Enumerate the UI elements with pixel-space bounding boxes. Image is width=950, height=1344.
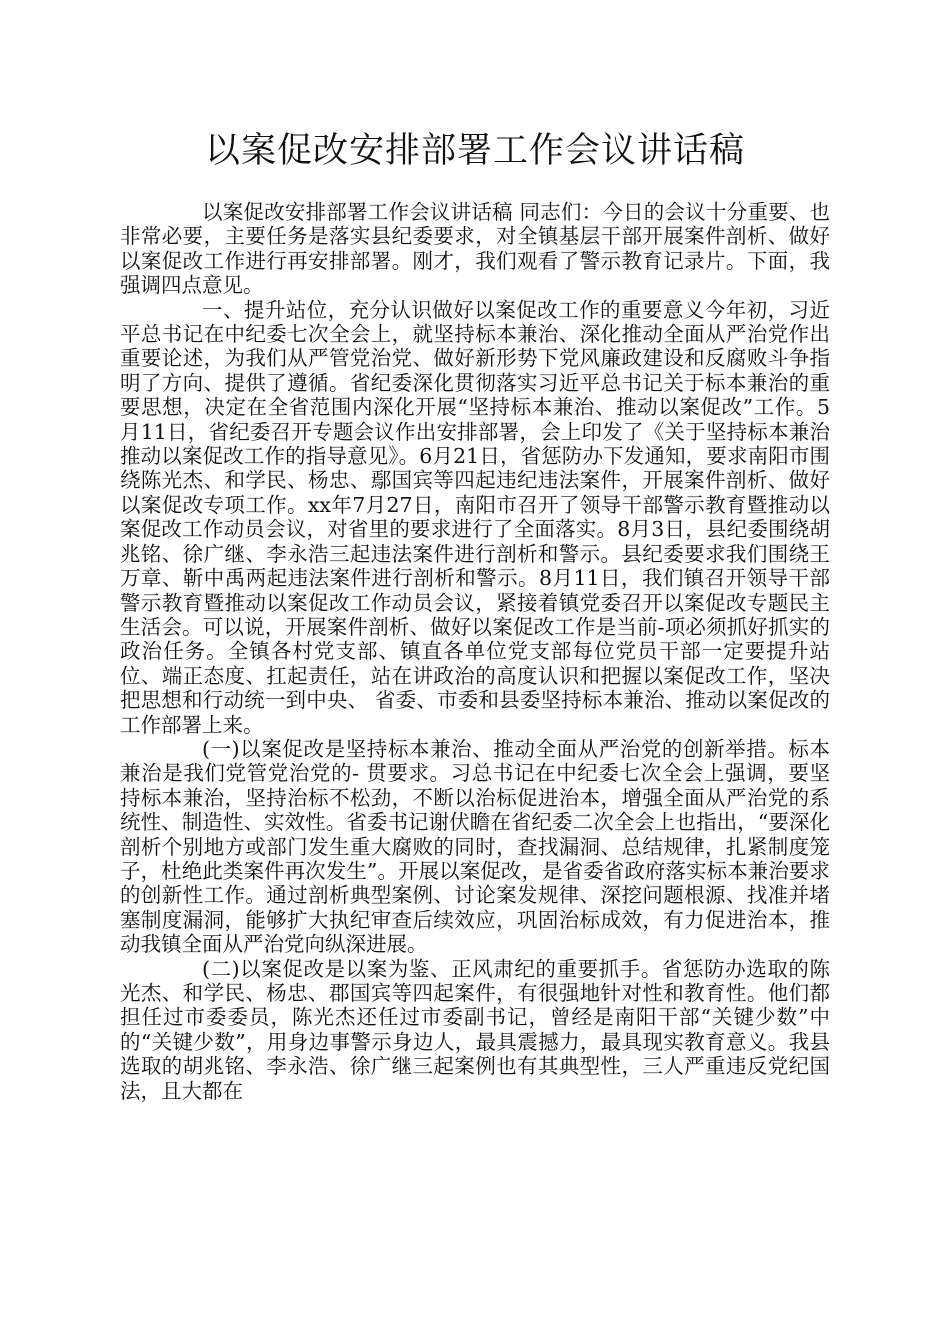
document-body (120, 200, 830, 1103)
paragraph-subsection-two: (二)以案促改是以案为鉴、正风肃纪的重要抓手。省惩防办选取的陈光杰、和学民、杨忠、郡国宾等四起案件，有很强地针对性和教育性。他们都担任过市委委员，陈光杰还任过市委副书记，曾经是南阳干部“关键少数”中的“关键少数”，用身边事警示身边人，最具震撼力，最具现实教育意义。我县选取的胡兆铭、李永浩、徐广继三起案例也有其典型性，三人严重违反党纪国法，且大都在 (120, 956, 830, 1103)
document-title: 以案促改安排部署工作会议讲话稿 (204, 131, 745, 171)
paragraph-section-one: 一、提升站位，充分认识做好以案促改工作的重要意义今年初，习近平总书记在中纪委七次全会上，就坚持标本兼治、深化推动全面从严治党作出重要论述，为我们从严管党治党、做好新形势下党风廉政建设和反腐败斗争指明了方向、提供了遵循。省纪委深化贯彻落实习近平总书记关于标本兼治的重要思想，决定在全省范围内深化开展“坚持标本兼治、推动以案促改”工作。5月11日，省纪委召开专题会议作出安排部署，会上印发了《关于坚持标本兼治推动以案促改工作的指导意见》。6月21日，省惩防办下发通知，要求南阳市围绕陈光杰、和学民、杨忠、鄢国宾等四起违纪违法案件，开展案件剖析、做好以案促改专项工作。xx年7月27日，南阳市召开了领导干部警示教育暨推动以案促改工作动员会议，对省里的要求进行了全面落实。8月3日，县纪委围绕胡兆铭、徐广继、李永浩三起违法案件进行剖析和警示。县纪委要求我们围绕王万章、靳中禹两起违法案件进行剖析和警示。8月11日，我们镇召开领导干部警示教育暨推动以案促改工作动员会议，紧接着镇党委召开以案促改专题民主生活会。可以说，开展案件剖析、做好以案促改工作是当前-项必须抓好抓实的政治任务。全镇各村党支部、镇直各单位党支部每位党员干部一定要提升站位、端正态度、扛起责任，站在讲政治的高度认识和把握以案促改工作，坚决把思想和行动统一到中央、 省委、市委和县委坚持标本兼治、推动以案促改的工作部署上来。 (120, 297, 830, 737)
paragraph-subsection-one: (一)以案促改是坚持标本兼治、推动全面从严治党的创新举措。标本兼治是我们党管党治党的- 贯要求。习总书记在中纪委七次全会上强调，要坚持标本兼治，坚持治标不松劲，不断以治标促进治本，增强全面从严治党的系统性、制造性、实效性。省委书记谢伏瞻在省纪委二次全会上也指出，“要深化剖析个别地方或部门发生重大腐败的同时，查找漏洞、总结规律，扎紧制度笼子，杜绝此类案件再次发生”。开展以案促改，是省委省政府落实标本兼治要求的创新性工作。通过剖析典型案例、讨论案发规律、深挖问题根源、找准并堵塞制度漏洞，能够扩大执纪审查后续效应，巩固治标成效，有力促进治本，推动我镇全面从严治党向纵深进展。 (120, 736, 830, 957)
paragraph-intro: 以案促改安排部署工作会议讲话稿 同志们：今日的会议十分重要、也非常必要，主要任务是落实县纪委要求，对全镇基层干部开展案件剖析、做好以案促改工作进行再安排部署。刚才，我们观看了警示教育记录片。下面，我强调四点意见。 (120, 200, 830, 298)
